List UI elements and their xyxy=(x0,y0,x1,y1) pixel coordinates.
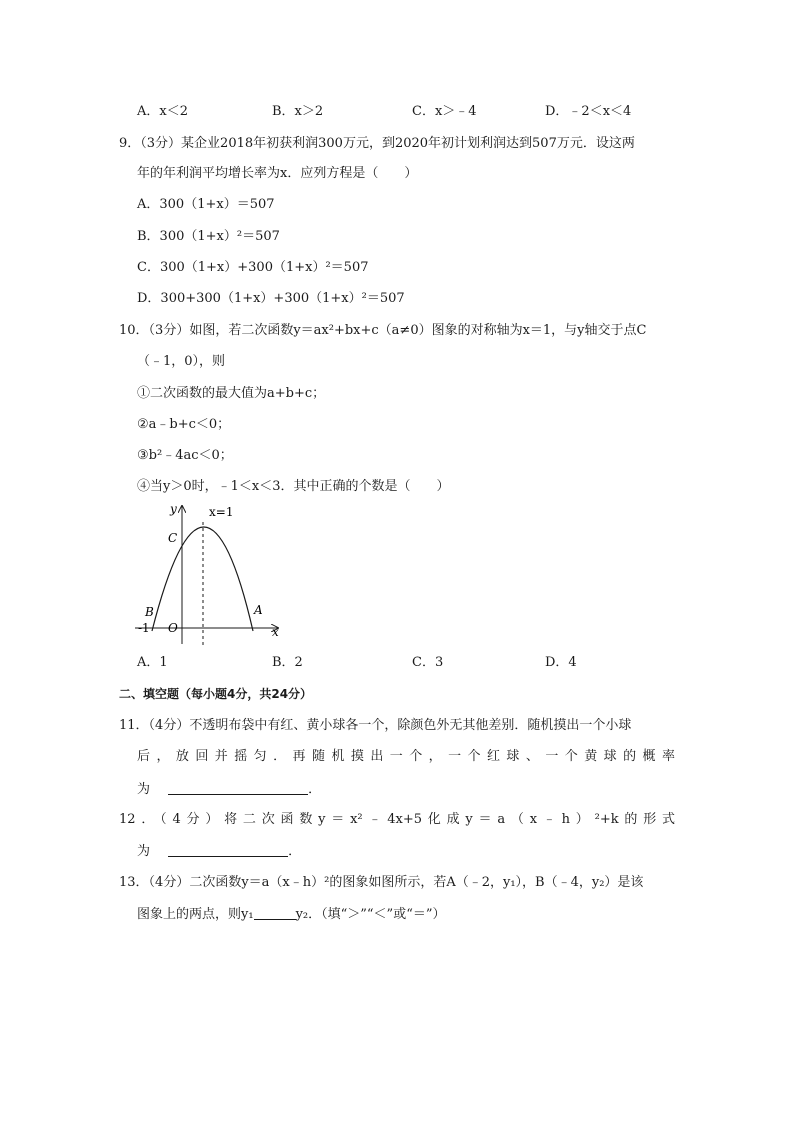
q10-stem-line1: 10．（3分）如图，若二次函数y＝ax²+bx+c（a≠0）图象的对称轴为x＝1，与y轴交于点C xyxy=(119,323,647,338)
x-axis-label: x xyxy=(272,625,279,639)
q9-option-a: A．300（1+x）＝507 xyxy=(137,197,275,212)
q10-statement-2: ②a﹣b+c＜0； xyxy=(137,417,231,432)
q11-stem-line2: 后，放回并摇匀．再随机摸出一个，一个红球、一个黄球的概率 xyxy=(137,749,675,764)
q8-option-d: D．﹣2＜x＜4 xyxy=(545,104,632,119)
q8-option-a: A．x＜2 xyxy=(137,104,188,119)
origin-label: O xyxy=(168,621,178,635)
q10-options xyxy=(0,654,794,672)
q8-option-c: C．x＞﹣4 xyxy=(412,104,477,119)
point-c-label: C xyxy=(168,531,178,545)
q12-answer-blank[interactable] xyxy=(168,842,288,857)
q11-answer-suffix: ． xyxy=(308,782,322,797)
q13-answer-blank[interactable] xyxy=(254,905,296,920)
q12-answer-suffix: ． xyxy=(288,844,302,859)
q10-statement-3: ③b²﹣4ac＜0； xyxy=(137,448,233,463)
q13-answer-prefix: 图象上的两点，则y₁ xyxy=(137,907,254,922)
q11-answer-blank[interactable] xyxy=(168,780,308,795)
q13-answer-line xyxy=(137,905,446,924)
q13-stem-line1: 13．（4分）二次函数y＝a（x﹣h）²的图象如图所示，若A（﹣2，y₁），B（﹣4，y₂）是该 xyxy=(119,875,644,890)
q10-option-d: D．4 xyxy=(545,655,577,670)
q9-option-c: C．300（1+x）+300（1+x）²＝507 xyxy=(137,260,369,275)
q12-stem-line1: 12．（4分）将二次函数y＝x²﹣4x+5化成y＝a（x﹣h）²+k的形式 xyxy=(119,812,675,827)
q11-answer-prefix: 为 xyxy=(137,782,151,797)
q11-answer-line xyxy=(137,780,321,799)
symmetry-axis-label: x=1 xyxy=(209,505,234,519)
q13-answer-suffix: y₂．（填“＞”“＜”或“＝”） xyxy=(295,907,446,922)
section-2-title: 二、填空题（每小题4分，共24分） xyxy=(119,687,313,701)
q9-stem-line1: 9．（3分）某企业2018年初获利润300万元，到2020年初计划利润达到507万元．设这两 xyxy=(119,136,635,151)
q10-option-c: C．3 xyxy=(412,655,444,670)
q11-stem-line1: 11．（4分）不透明布袋中有红、黄小球各一个，除颜色外无其他差别．随机摸出一个小球 xyxy=(119,718,632,733)
q8-option-b: B．x＞2 xyxy=(272,104,324,119)
q10-statement-1: ①二次函数的最大值为a+b+c； xyxy=(137,386,326,401)
q9-option-b: B．300（1+x）²＝507 xyxy=(137,229,280,244)
point-b-label: B xyxy=(145,605,154,619)
point-a-label: A xyxy=(254,603,263,617)
y-axis-label: y xyxy=(170,502,177,516)
q9-stem-line2: 年的年利润平均增长率为x．应列方程是（ ） xyxy=(137,166,418,181)
q10-option-a: A．1 xyxy=(137,655,168,670)
q10-stem-line2: （﹣1，0），则 xyxy=(137,354,226,369)
q10-parabola-graph xyxy=(130,498,290,648)
q9-option-d: D．300+300（1+x）+300（1+x）²＝507 xyxy=(137,291,405,306)
q12-answer-line xyxy=(137,842,301,861)
q12-answer-prefix: 为 xyxy=(137,844,151,859)
q10-option-b: B．2 xyxy=(272,655,303,670)
minus-one-label: -1 xyxy=(138,621,150,635)
q10-statement-4: ④当y＞0时，﹣1＜x＜3．其中正确的个数是（ ） xyxy=(137,479,450,494)
q8-options xyxy=(0,103,794,121)
